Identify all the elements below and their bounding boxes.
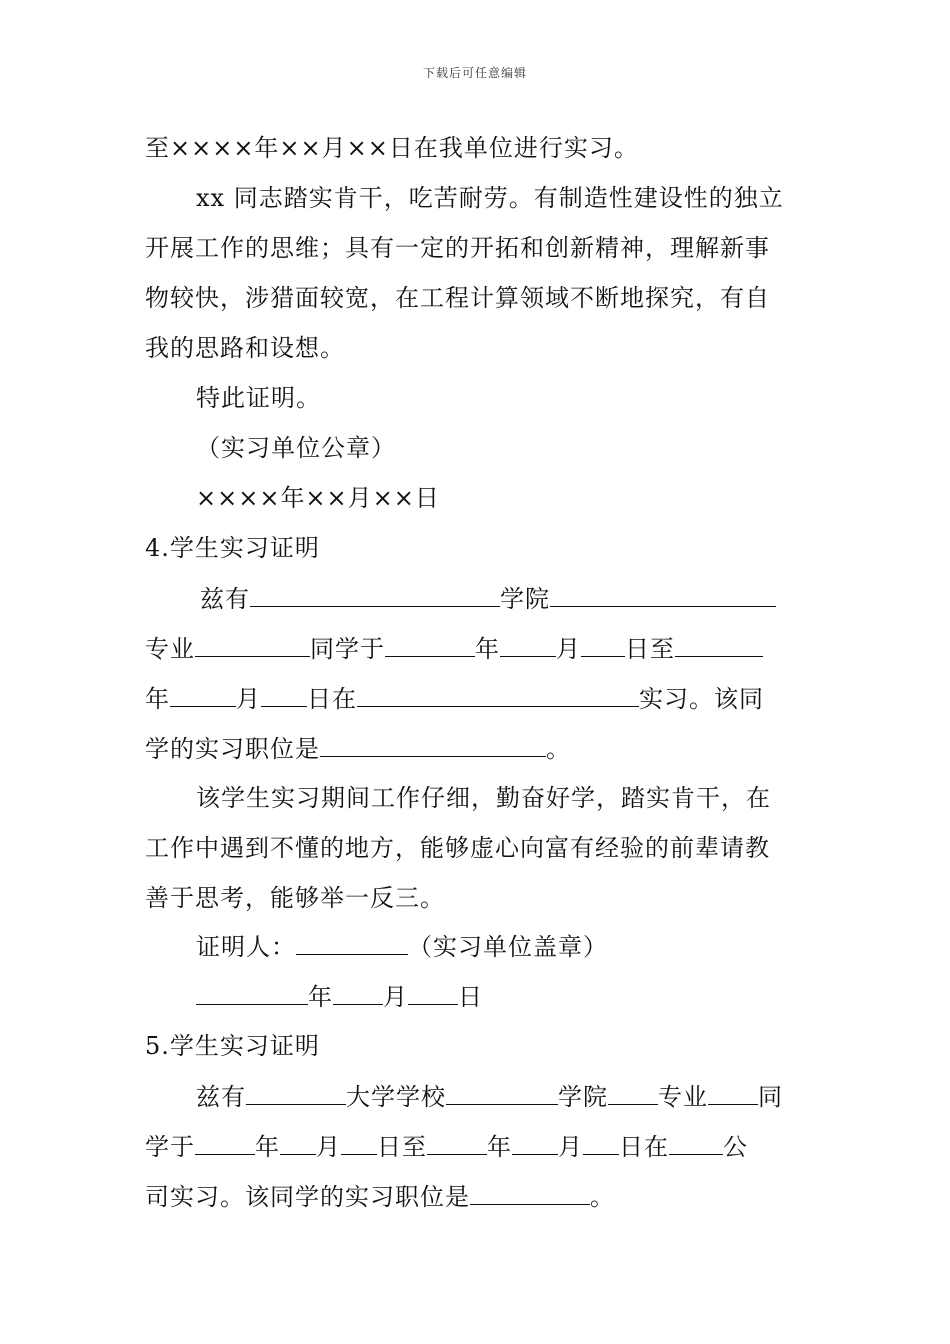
label: 同 <box>758 1083 783 1111</box>
label: 日在 <box>619 1133 669 1161</box>
paragraph-line: 该学生实习期间工作仔细，勤奋好学，踏实肯干，在 <box>196 784 771 812</box>
blank-field <box>246 1078 346 1105</box>
label: 学于 <box>145 1133 195 1161</box>
form-line <box>200 580 776 616</box>
label: 日在 <box>307 685 357 713</box>
label: 月 <box>558 1133 583 1161</box>
blank-field <box>675 630 763 657</box>
label: 。 <box>590 1183 615 1211</box>
blank-field <box>408 978 458 1005</box>
label: 证明人： <box>196 933 296 961</box>
blank-field <box>357 680 639 707</box>
label: （实习单位盖章） <box>408 933 608 961</box>
form-line <box>196 1078 783 1114</box>
blank-field <box>196 978 308 1005</box>
label: 月 <box>316 1133 341 1161</box>
label: 年 <box>475 635 500 663</box>
witness-line <box>196 928 608 964</box>
label: 月 <box>236 685 261 713</box>
seal-line: （实习单位公章） <box>196 434 396 462</box>
label: 专业 <box>145 635 195 663</box>
blank-field <box>550 580 776 607</box>
label: 兹有 <box>196 1083 246 1111</box>
blank-field <box>195 630 310 657</box>
label: 月 <box>383 983 408 1011</box>
paragraph-line: 开展工作的思维；具有一定的开拓和创新精神，理解新事 <box>145 234 770 262</box>
date-form-line <box>196 978 483 1014</box>
paragraph-line: 我的思路和设想。 <box>145 334 345 362</box>
blank-field <box>341 1128 377 1155</box>
blank-field <box>446 1078 558 1105</box>
date-line: ××××年××月××日 <box>196 484 440 512</box>
label: 年 <box>255 1133 280 1161</box>
label: 年 <box>487 1133 512 1161</box>
blank-field <box>333 978 383 1005</box>
label: 日 <box>458 983 483 1011</box>
blank-field <box>500 630 556 657</box>
blank-field <box>608 1078 658 1105</box>
blank-field <box>385 630 475 657</box>
blank-field <box>427 1128 487 1155</box>
label: 年 <box>308 983 333 1011</box>
label: 年 <box>145 685 170 713</box>
label: 学院 <box>500 585 550 613</box>
label: 日至 <box>625 635 675 663</box>
blank-field <box>583 1128 619 1155</box>
label: 月 <box>556 635 581 663</box>
form-line <box>145 680 764 716</box>
form-line <box>145 630 763 666</box>
label: 大学学校 <box>346 1083 446 1111</box>
label: 。 <box>546 735 571 763</box>
label: 实习。该同 <box>639 685 764 713</box>
label: 学院 <box>558 1083 608 1111</box>
blank-field <box>470 1178 590 1205</box>
label: 司实习。该同学的实习职位是 <box>145 1183 470 1211</box>
section-heading-5: 5.学生实习证明 <box>145 1032 320 1060</box>
paragraph-line: xx 同志踏实肯干，吃苦耐劳。有制造性建设性的独立 <box>196 184 784 212</box>
certify-line: 特此证明。 <box>196 384 321 412</box>
label: 公 <box>723 1133 748 1161</box>
paragraph-line: 工作中遇到不懂的地方，能够虚心向富有经验的前辈请教 <box>145 834 770 862</box>
blank-field <box>581 630 625 657</box>
blank-field <box>708 1078 758 1105</box>
form-line <box>145 1128 748 1164</box>
blank-field <box>250 580 500 607</box>
page-header: 下载后可任意编辑 <box>422 66 527 80</box>
label: 同学于 <box>310 635 385 663</box>
label: 日至 <box>377 1133 427 1161</box>
blank-field <box>512 1128 558 1155</box>
label: 专业 <box>658 1083 708 1111</box>
label: 学的实习职位是 <box>145 735 320 763</box>
blank-field <box>296 928 408 955</box>
label: 兹有 <box>200 585 250 613</box>
blank-field <box>261 680 307 707</box>
form-line <box>145 1178 615 1214</box>
paragraph-line: 物较快，涉猎面较宽，在工程计算领域不断地探究，有自 <box>145 284 770 312</box>
blank-field <box>280 1128 316 1155</box>
blank-field <box>669 1128 723 1155</box>
blank-field <box>170 680 236 707</box>
paragraph-line: 至××××年××月××日在我单位进行实习。 <box>145 134 639 162</box>
blank-field <box>320 730 546 757</box>
blank-field <box>195 1128 255 1155</box>
form-line <box>145 730 571 766</box>
section-heading-4: 4.学生实习证明 <box>145 534 320 562</box>
paragraph-line: 善于思考，能够举一反三。 <box>145 884 445 912</box>
